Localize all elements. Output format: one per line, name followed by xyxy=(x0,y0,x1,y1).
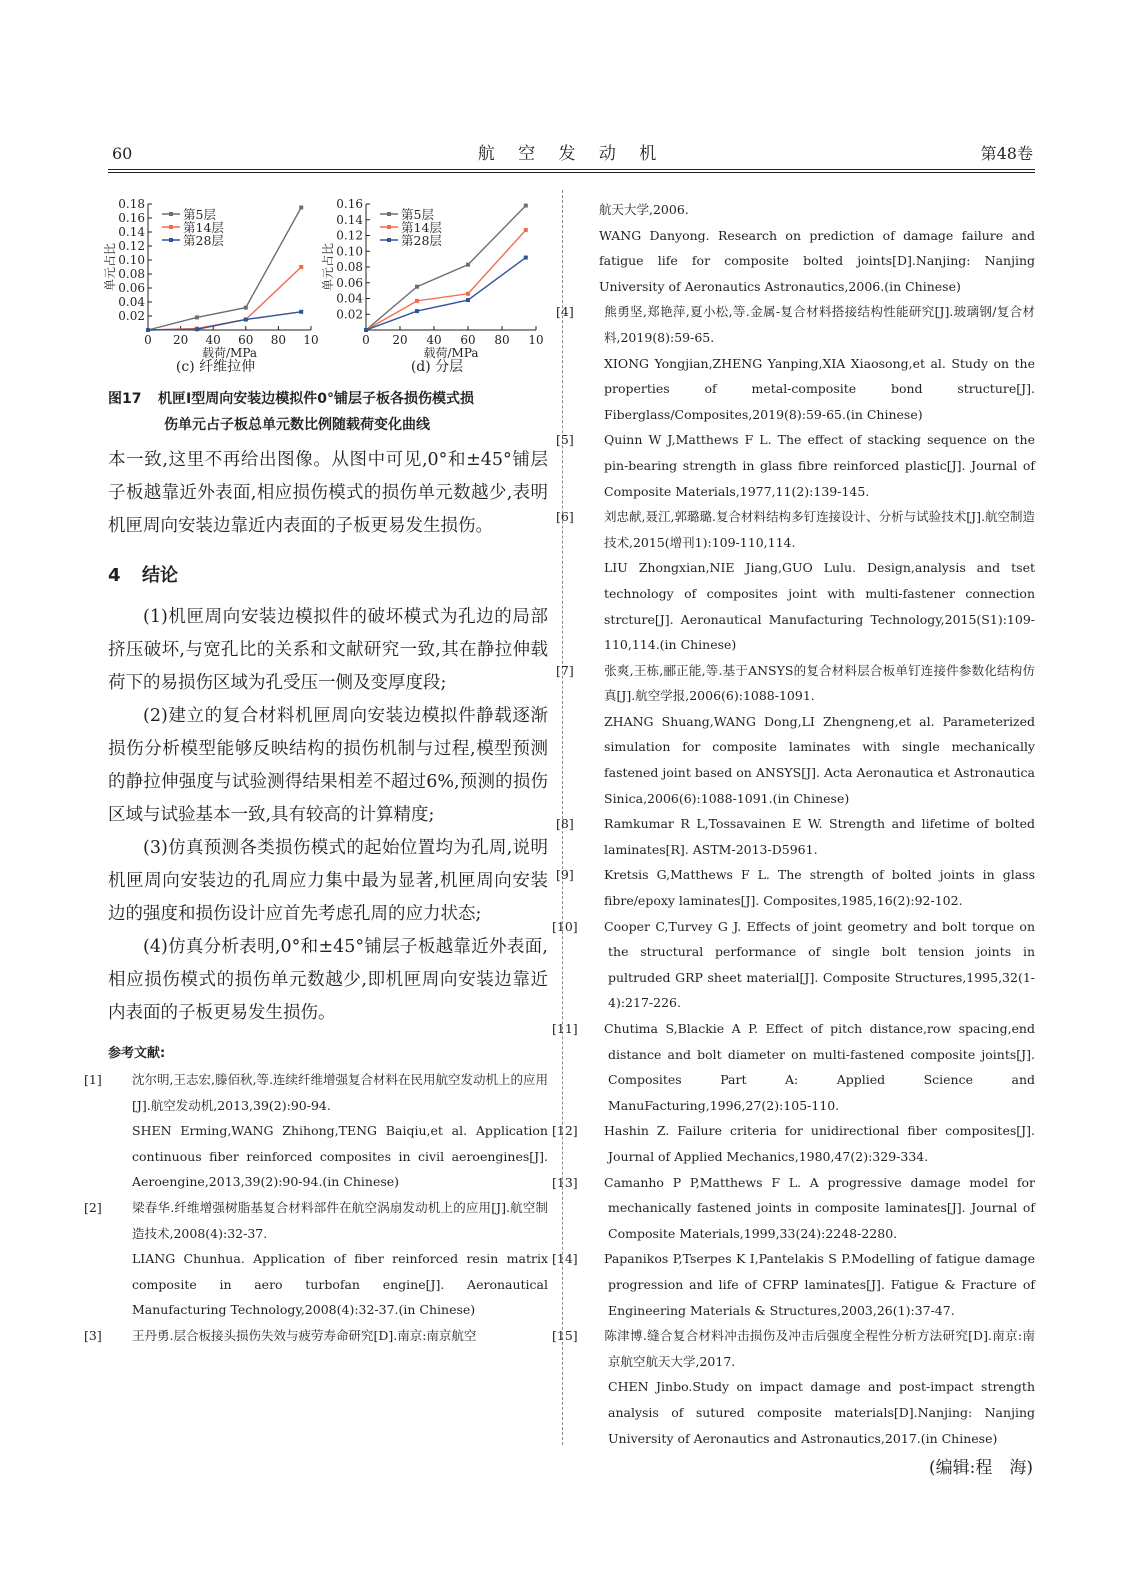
reference-item xyxy=(84,1195,548,1323)
reference-cn-text: Papanikos P,Tserpes K I,Pantelakis S P.Modelling of fatigue damage progression and life of CFRP laminates[J]. Fatigue & Fracture of Engineering Materials & Structures,2003,26(1):37-47. xyxy=(604,1251,1035,1318)
reference-number: [4] xyxy=(556,304,574,320)
y-tick-label: 0.10 xyxy=(336,244,363,259)
x-tick-label: 10 xyxy=(528,333,544,347)
chart-c-plot xyxy=(103,190,323,360)
y-tick-label: 0.16 xyxy=(118,211,145,225)
data-point xyxy=(415,299,419,303)
reference-cn-text: 陈津博.缝合复合材料冲击损伤及冲击后强度全程性分析方法研究[D].南京:南京航空航天大学,2017. xyxy=(604,1328,1035,1369)
y-tick-label: 0.16 xyxy=(336,197,363,211)
reference-number: [12] xyxy=(552,1123,578,1139)
left-column xyxy=(84,190,548,1349)
reference-en: ZHANG Shuang,WANG Dong,LI Zhengneng,et al. Parameterized simulation for composite laminates with single mechanically fastened joint based on ANSYS[J]. Acta Aeronautica et Astronautica Sinica,2006(6):1088-1091.(in Chinese) xyxy=(604,713,1035,806)
reference-number: [10] xyxy=(552,918,578,934)
references-left xyxy=(84,1067,548,1349)
legend-marker xyxy=(169,212,173,216)
reference-cn-text: 刘忠献,聂江,郭璐璐.复合材料结构多钉连接设计、分析与试验技术[J].航空制造技术,2015(增刊1):109-110,114. xyxy=(604,509,1035,550)
reference-number: [15] xyxy=(552,1328,578,1344)
reference-number: [3] xyxy=(84,1327,102,1343)
reference-item xyxy=(556,427,1035,504)
reference-item xyxy=(552,1016,1035,1118)
reference-en: SHEN Erming,WANG Zhihong,TENG Baiqiu,et al. Application continuous fiber reinforced composites in civil aeroengines[J]. Aeroengine,2013,39(2):90-94.(in Chinese) xyxy=(132,1123,548,1190)
reference-item xyxy=(556,299,1035,427)
y-tick-label: 0.14 xyxy=(336,212,363,227)
reference-en: LIU Zhongxian,NIE Jiang,GUO Lulu. Design,analysis and tset technology of composites joint with multi-fastener connection strcture[J]. Aeronautical Manufacturing Technology,2015(S1):109-110,114.(in Chinese) xyxy=(604,560,1035,653)
reference-number: [9] xyxy=(556,867,574,883)
series-line xyxy=(148,267,301,330)
reference-cn xyxy=(556,862,1035,913)
chart-d xyxy=(321,190,548,376)
reference-cn-text: Cooper C,Turvey G J. Effects of joint geometry and bolt torque on the structural performance of single bolt tension joints in pultruded GRP sheet material[J]. Composite Structures,1995,32(1-4):217-226. xyxy=(604,918,1035,1011)
series-line xyxy=(366,206,526,330)
reference-item xyxy=(556,811,1035,862)
reference-cn-text: Ramkumar R L,Tossavainen E W. Strength and lifetime of bolted laminates[R]. ASTM-2013-D5961. xyxy=(604,816,1035,857)
y-tick-label: 0.14 xyxy=(118,225,145,239)
reference-cn xyxy=(84,1323,548,1349)
reference-cn xyxy=(552,1170,1035,1247)
body-continuation: 本一致,这里不再给出图像。从图中可见,0°和±45°铺层子板越靠近外表面,相应损伤模式的损伤单元数越少,表明机匣周向安装边靠近内表面的子板更易发生损伤。 xyxy=(108,450,548,536)
reference-cn-text: Kretsis G,Matthews F L. The strength of bolted joints in glass fibre/epoxy laminates[J]. Composites,1985,16(2):92-102. xyxy=(604,867,1035,909)
y-tick-label: 0.10 xyxy=(118,253,145,267)
journal-name: 航 空 发 动 机 xyxy=(477,144,666,164)
x-tick-label: 60 xyxy=(238,333,254,347)
data-point xyxy=(466,263,470,267)
reference-item xyxy=(552,914,1035,1016)
x-tick-label: 40 xyxy=(205,333,221,347)
data-point xyxy=(524,256,528,260)
figure-caption xyxy=(108,386,548,438)
x-tick-label: 10 xyxy=(303,333,319,347)
data-point xyxy=(146,328,150,332)
reference-cn xyxy=(552,914,1035,1016)
y-axis-label: 单元占比 xyxy=(103,242,117,292)
y-tick-label: 0.06 xyxy=(336,275,363,290)
reference-cn xyxy=(552,1323,1035,1374)
editor-credit: (编辑:程 海) xyxy=(929,1458,1033,1479)
reference-number: [8] xyxy=(556,816,574,832)
reference-cn xyxy=(556,504,1035,555)
reference-en: XIONG Yongjian,ZHENG Yanping,XIA Xiaosong,et al. Study on the properties of metal-composite bond structure[J]. Fiberglass/Composites,2019(8):59-65.(in Chinese) xyxy=(604,355,1035,422)
data-point xyxy=(364,328,368,332)
reference-cn-text: Hashin Z. Failure criteria for unidirectional fiber composites[J]. Journal of Applied Mechanics,1980,47(2):329-334. xyxy=(604,1123,1035,1164)
legend-label: 第28层 xyxy=(401,233,442,248)
reference-number: [13] xyxy=(552,1174,578,1190)
legend-marker xyxy=(169,225,173,229)
legend-label: 第5层 xyxy=(401,207,434,222)
y-tick-label: 0.02 xyxy=(336,307,363,322)
conclusion-paragraph: (2)建立的复合材料机匣周向安装边模拟件静载逐渐损伤分析模型能够反映结构的损伤机制与过程,模型预测的静拉伸强度与试验测得结果相差不超过6%,预测的损伤区域与试验基本一致,具有较高的计算精度; xyxy=(108,706,548,825)
reference-item xyxy=(552,1246,1035,1323)
reference-number: [7] xyxy=(556,662,574,678)
chart-d-plot xyxy=(321,190,548,360)
reference-cn xyxy=(552,1246,1035,1323)
reference-number: [2] xyxy=(84,1199,102,1215)
data-point xyxy=(244,306,248,310)
header-rule-2 xyxy=(108,172,1035,173)
legend-marker xyxy=(387,225,391,229)
data-point xyxy=(466,298,470,302)
x-tick-label: 20 xyxy=(172,333,189,347)
reference-cn-text: Camanho P P,Matthews F L. A progressive damage model for mechanically fastened joints in composite laminates[J]. Journal of Composite Materials,1999,33(24):2248-2280. xyxy=(604,1174,1035,1241)
data-point xyxy=(299,265,303,269)
y-tick-label: 0.08 xyxy=(118,267,145,281)
reference-number: [5] xyxy=(556,432,574,448)
page-number: 60 xyxy=(112,144,133,163)
reference-item xyxy=(552,1170,1035,1247)
reference-number: [1] xyxy=(84,1072,102,1087)
legend-label: 第14层 xyxy=(183,220,224,235)
y-tick-label: 0.08 xyxy=(336,260,363,274)
reference-item xyxy=(556,504,1035,658)
running-header xyxy=(108,144,1035,170)
reference-cn-text: Quinn W J,Matthews F L. The effect of stacking sequence on the pin-bearing strength in glass fibre reinforced plastic[J]. Journal of Composite Materials,1977,11(2):139-145. xyxy=(604,432,1035,499)
y-tick-label: 0.04 xyxy=(336,291,363,306)
x-tick-label: 0 xyxy=(362,333,370,347)
reference-item xyxy=(552,1323,1035,1451)
header-rule xyxy=(108,169,1035,170)
y-tick-label: 0.02 xyxy=(118,309,145,323)
reference-en: 航天大学,2006. xyxy=(599,202,689,217)
data-point xyxy=(524,228,528,232)
reference-cn xyxy=(84,1067,548,1118)
reference-number: [11] xyxy=(552,1021,578,1036)
reference-item xyxy=(556,658,1035,812)
references-heading: 参考文献: xyxy=(108,1046,166,1061)
figure-caption-line1: 机匣Ⅰ型周向安装边模拟件0°铺层子板各损伤模式损 xyxy=(158,391,474,407)
legend-marker xyxy=(387,238,391,242)
reference-cn xyxy=(556,658,1035,709)
conclusions xyxy=(108,601,548,1030)
reference-item xyxy=(552,1118,1035,1169)
legend-label: 第14层 xyxy=(401,220,442,235)
reference-number: [6] xyxy=(556,509,574,525)
legend-label: 第28层 xyxy=(183,233,224,248)
reference-cn-text: 熊勇坚,郑艳萍,夏小松,等.金属-复合材料搭接结构性能研究[J].玻璃钢/复合材料,2019(8):59-65. xyxy=(604,304,1035,345)
figure-17 xyxy=(103,190,548,380)
chart-c xyxy=(103,190,323,376)
conclusion-paragraph: (4)仿真分析表明,0°和±45°铺层子板越靠近外表面,相应损伤模式的损伤单元数越少,即机匣周向安装边靠近内表面的子板更易发生损伤。 xyxy=(108,937,548,1023)
y-tick-label: 0.18 xyxy=(118,197,145,211)
y-tick-label: 0.12 xyxy=(118,239,145,253)
chart-d-subcaption: (d) 分层 xyxy=(410,359,464,375)
x-tick-label: 60 xyxy=(460,333,476,347)
section-heading xyxy=(108,561,548,587)
figure-number: 图17 xyxy=(108,391,142,407)
section-title: 结论 xyxy=(142,565,178,586)
volume-label: 第48卷 xyxy=(980,144,1033,163)
reference-cn-text: 张爽,王栋,郦正能,等.基于ANSYS的复合材料层合板单钉连接件参数化结构仿真[J].航空学报,2006(6):1088-1091. xyxy=(604,662,1035,704)
reference-cn xyxy=(552,1016,1035,1118)
y-axis-label: 单元占比 xyxy=(321,242,335,292)
reference-cn-text: 沈尔明,王志宏,滕佰秋,等.连续纤维增强复合材料在民用航空发动机上的应用[J].航空发动机,2013,39(2):90-94. xyxy=(132,1072,548,1113)
x-tick-label: 80 xyxy=(494,333,510,347)
data-point xyxy=(244,318,248,322)
reference-en: CHEN Jinbo.Study on impact damage and post-impact strength analysis of sutured composite materials[D].Nanjing: Nanjing University of Aeronautics and Astronautics,2017.(in Chinese) xyxy=(608,1379,1035,1446)
reference-cn-text: 王丹勇.层合板接头损伤失效与疲劳寿命研究[D].南京:南京航空 xyxy=(132,1327,477,1343)
reference-cn xyxy=(556,299,1035,350)
reference-en: WANG Danyong. Research on prediction of damage failure and fatigue life for composite bolted joints[D].Nanjing: Nanjing University of Aeronautics Astronautics,2006.(in Chinese) xyxy=(599,227,1035,294)
x-axis-label: 载荷/MPa xyxy=(201,346,258,360)
figure-caption-line2: 伤单元占子板总单元数比例随载荷变化曲线 xyxy=(164,417,430,433)
y-tick-label: 0.06 xyxy=(118,281,145,295)
reference-item xyxy=(84,1067,548,1195)
conclusion-paragraph: (3)仿真预测各类损伤模式的起始位置均为孔周,说明机匣周向安装边的孔周应力集中最为显著,机匣周向安装边的强度和损伤设计应首先考虑孔周的应力状态; xyxy=(108,838,548,924)
section-number: 4 xyxy=(108,565,121,586)
legend-marker xyxy=(169,238,173,242)
data-point xyxy=(195,315,199,319)
conclusion-paragraph: (1)机匣周向安装边模拟件的破坏模式为孔边的局部挤压破坏,与宽孔比的关系和文献研究一致,其在静拉伸载荷下的易损伤区域为孔受压一侧及变厚度段; xyxy=(108,607,548,693)
data-point xyxy=(299,310,303,314)
reference-cn xyxy=(556,811,1035,862)
legend-label: 第5层 xyxy=(183,207,216,222)
reference-cn xyxy=(84,1195,548,1246)
data-point xyxy=(415,309,419,313)
reference-item xyxy=(556,862,1035,913)
data-point xyxy=(299,206,303,210)
data-point xyxy=(466,292,470,296)
x-tick-label: 0 xyxy=(144,333,152,347)
reference-item xyxy=(84,1323,548,1349)
x-axis-label: 载荷/MPa xyxy=(423,346,479,360)
x-tick-label: 80 xyxy=(270,333,287,347)
reference-en: LIANG Chunhua. Application of fiber reinforced resin matrix composite in aero turbofan engine[J]. Aeronautical Manufacturing Technology,2008(4):32-37.(in Chinese) xyxy=(132,1251,548,1318)
right-column xyxy=(552,197,1035,1479)
reference-cn xyxy=(552,1118,1035,1169)
chart-c-subcaption: (c) 纤维拉伸 xyxy=(175,359,256,375)
reference-cn-text: 梁春华.纤维增强树脂基复合材料部件在航空涡扇发动机上的应用[J].航空制造技术,2008(4):32-37. xyxy=(132,1199,548,1241)
legend-marker xyxy=(387,212,391,216)
x-tick-label: 20 xyxy=(392,333,408,347)
series-line xyxy=(366,258,526,330)
reference-item xyxy=(580,197,1035,299)
data-point xyxy=(524,204,528,208)
reference-cn xyxy=(556,427,1035,504)
reference-cn-text: Chutima S,Blackie A P. Effect of pitch distance,row spacing,end distance and bolt diameter on multi-fastened composite joints[J]. Composites Part A: Applied Science and ManuFacturing,1996,27(2):105-110. xyxy=(604,1021,1035,1113)
y-tick-label: 0.12 xyxy=(336,228,363,243)
series-line xyxy=(366,230,526,330)
x-tick-label: 40 xyxy=(426,333,442,347)
reference-number: [14] xyxy=(552,1251,578,1267)
data-point xyxy=(415,285,419,289)
y-tick-label: 0.04 xyxy=(118,295,145,309)
data-point xyxy=(195,327,199,331)
